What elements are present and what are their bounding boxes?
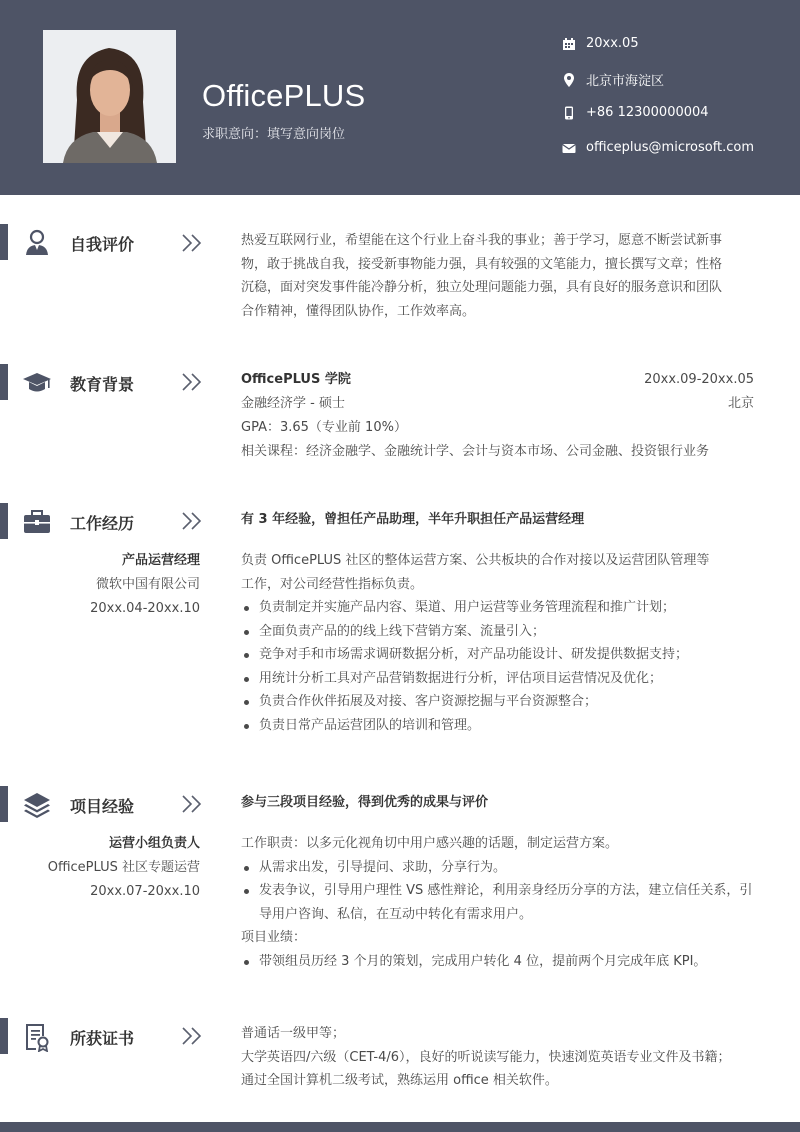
list-item: 竞争对手和市场需求调研数据分析，对产品功能设计、研发提供数据支持； <box>241 643 771 667</box>
double-chevron-icon <box>180 1026 204 1046</box>
section-title-work: 工作经历 <box>70 514 135 533</box>
work-details: 负责 OfficePLUS 社区的整体运营方案、公共板块的合作对接以及运营团队管理等 工作，对公司经营性指标负责。 负责制定并实施产品内容、渠道、用户运营等业务管理流程和推广计划； 全面负责产品的的线上线下营销方案、流量引入； 竞争对手和市场需求调研数据分析，对产品功能设计、研发提供数据支持； 用统计分析工具对产品营销数据进行分析，评估项目运营情况及优化； 负责合作伙伴拓展及对接、客户资源挖掘与平台资源整合； 负责日常产品运营团队的培训和管理。 <box>241 549 771 737</box>
candidate-name: OfficePLUS <box>202 78 366 113</box>
work-bullet-list <box>241 596 771 737</box>
location-icon <box>562 73 576 87</box>
section-title-education: 教育背景 <box>70 375 135 394</box>
project-duty-list <box>241 856 763 927</box>
contact-location: 北京市海淀区 <box>562 70 664 89</box>
resume-header <box>0 0 800 195</box>
mail-icon <box>562 141 576 155</box>
edu-school: OfficePLUS 学院 <box>241 372 351 387</box>
footer-bar <box>0 1122 800 1132</box>
list-item: 从需求出发，引导提问、求助，分享行为。 <box>241 856 763 880</box>
phone-icon <box>562 106 576 120</box>
double-chevron-icon <box>180 511 204 531</box>
list-item: 负责合作伙伴拓展及对接、客户资源挖掘与平台资源整合； <box>241 690 771 714</box>
list-item: 用统计分析工具对产品营销数据进行分析，评估项目运营情况及优化； <box>241 667 771 691</box>
list-item: 负责制定并实施产品内容、渠道、用户运营等业务管理流程和推广计划； <box>241 596 771 620</box>
work-role: 产品运营经理 <box>121 553 200 568</box>
layers-icon <box>22 790 52 820</box>
work-summary: 有 3 年经验，曾担任产品助理，半年升职担任产品运营经理 <box>241 512 585 527</box>
calendar-icon <box>562 37 576 51</box>
project-org: OfficePLUS 社区专题运营 <box>47 860 200 875</box>
double-chevron-icon <box>180 233 204 253</box>
project-summary: 参与三段项目经验，得到优秀的成果与评价 <box>241 795 489 810</box>
certificate-icon <box>22 1022 52 1052</box>
briefcase-icon <box>22 507 52 537</box>
section-title-self-eval: 自我评价 <box>70 235 135 254</box>
section-title-certs: 所获证书 <box>70 1029 135 1048</box>
project-role: 运营小组负责人 <box>108 836 200 851</box>
section-bar-self-eval <box>0 224 8 260</box>
list-item: 发表争议，引导用户理性 VS 感性辩论，利用亲身经历分享的方法，建立信任关系，引导用户咨询、私信，在互动中转化有需求用户。 <box>241 879 763 926</box>
project-result-list <box>241 950 763 974</box>
double-chevron-icon <box>180 372 204 392</box>
section-bar-education <box>0 364 8 400</box>
list-item: 全面负责产品的的线上线下营销方案、流量引入； <box>241 620 771 644</box>
list-item: 负责日常产品运营团队的培训和管理。 <box>241 714 771 738</box>
list-item: 带领组员历经 3 个月的策划，完成用户转化 4 位，提前两个月完成年底 KPI。 <box>241 950 763 974</box>
section-bar-project <box>0 786 8 822</box>
person-icon <box>22 228 52 258</box>
double-chevron-icon <box>180 794 204 814</box>
profile-photo <box>43 30 176 163</box>
self-eval-text: 热爱互联网行业，希望能在这个行业上奋斗我的事业；善于学习，愿意不断尝试新事 物，敢于挑战自我，接受新事物能力强，具有较强的文笔能力，擅长撰写文章；性格 沉稳，面对突发事件能冷静分析，独立处理问题能力强，具有良好的服务意识和团队 合作精神，懂得团队协作，工作效率高。 <box>241 233 723 319</box>
edu-period: 20xx.09-20xx.05 <box>644 372 754 387</box>
job-intent: 求职意向：填写意向岗位 <box>202 127 346 142</box>
edu-courses: 相关课程：经济金融学、金融统计学、会计与资本市场、公司金融、投资银行业务 <box>241 444 710 459</box>
certs-text: 普通话一级甲等； 大学英语四/六级（CET-4/6），良好的听说读写能力，快速浏览英语专业文件及书籍； 通过全国计算机二级考试，熟练运用 office 相关软件。 <box>241 1026 731 1088</box>
edu-gpa: GPA：3.65（专业前 10%） <box>241 420 407 435</box>
edu-major: 金融经济学 - 硕士 <box>241 396 345 411</box>
project-period: 20xx.07-20xx.10 <box>90 884 200 899</box>
project-details: 工作职责：以多元化视角切中用户感兴趣的话题，制定运营方案。 从需求出发，引导提问、求助，分享行为。 发表争议，引导用户理性 VS 感性辩论，利用亲身经历分享的方法，建立信任关系，引导用户咨询、私信，在互动中转化有需求用户。 项目业绩： 带领组员历经 3 个月的策划，完成用户转化 4 位，提前两个月完成年底 KPI。 <box>241 832 763 973</box>
work-period: 20xx.04-20xx.10 <box>90 601 200 616</box>
contact-date: 20xx.05 <box>562 36 639 51</box>
edu-city: 北京 <box>727 396 754 411</box>
contact-phone: +86 12300000004 <box>562 105 709 120</box>
work-company: 微软中国有限公司 <box>95 577 200 592</box>
graduation-cap-icon <box>22 368 52 398</box>
section-bar-work <box>0 503 8 539</box>
section-bar-certs <box>0 1018 8 1054</box>
section-title-project: 项目经验 <box>70 797 135 816</box>
contact-email[interactable]: officeplus@microsoft.com <box>562 140 754 155</box>
